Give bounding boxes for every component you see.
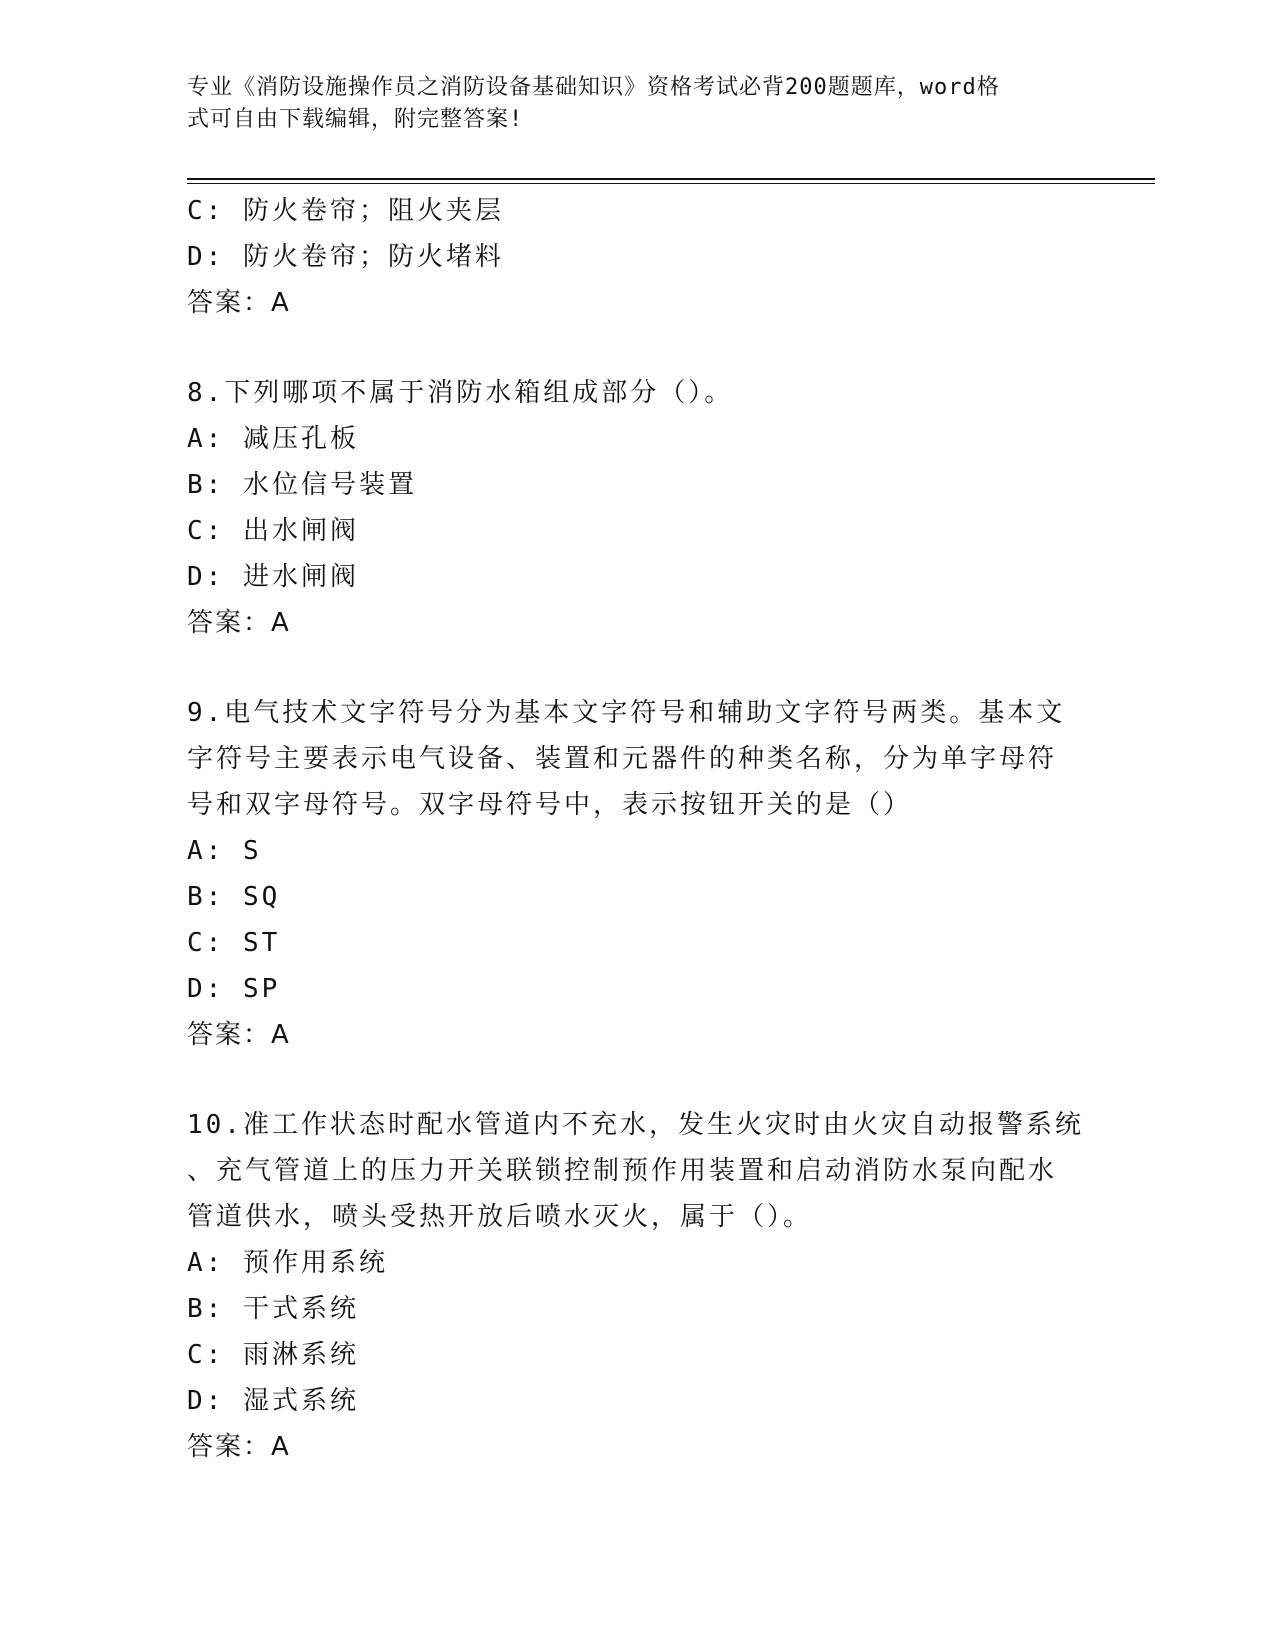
- header-divider-thick: [187, 178, 1155, 180]
- answer-line: 答案：A: [187, 288, 291, 318]
- question-7: [187, 188, 1087, 326]
- question-stem-line-3: 管道供水，喷头受热开放后喷水灭火，属于（）。: [187, 1202, 813, 1232]
- question-stem: 8.下列哪项不属于消防水箱组成部分（）。: [187, 378, 734, 408]
- answer-line: 答案：A: [187, 1432, 291, 1462]
- option-b: B: SQ: [187, 882, 281, 912]
- option-d: D: 湿式系统: [187, 1386, 359, 1416]
- question-stem-line-2: 、充气管道上的压力开关联锁控制预作用装置和启动消防水泵向配水: [187, 1156, 1058, 1186]
- option-d: D: SP: [187, 974, 281, 1004]
- option-c: C: 出水闸阀: [187, 516, 359, 546]
- spacer: [187, 646, 1087, 690]
- option-b: B: 干式系统: [187, 1294, 359, 1324]
- question-stem-line-3: 号和双字母符号。双字母符号中，表示按钮开关的是（）: [187, 790, 913, 820]
- spacer: [187, 326, 1087, 370]
- option-d: D: 进水闸阀: [187, 562, 359, 592]
- option-c: C: 防火卷帘；阻火夹层: [187, 196, 504, 226]
- option-a: A: 减压孔板: [187, 424, 359, 454]
- option-d: D: 防火卷帘；防火堵料: [187, 242, 504, 272]
- question-stem-line-1: 9.电气技术文字符号分为基本文字符号和辅助文字符号两类。基本文: [187, 698, 1066, 728]
- option-a: A: S: [187, 836, 262, 866]
- question-10: [187, 1102, 1087, 1470]
- question-9: [187, 690, 1087, 1058]
- header-title-line-2: 式可自由下载编辑，附完整答案!: [187, 107, 524, 132]
- question-8: [187, 370, 1087, 646]
- option-a: A: 预作用系统: [187, 1248, 388, 1278]
- option-b: B: 水位信号装置: [187, 470, 417, 500]
- option-c: C: 雨淋系统: [187, 1340, 359, 1370]
- spacer: [187, 1058, 1087, 1102]
- question-list: [187, 188, 1087, 1470]
- answer-line: 答案：A: [187, 1020, 291, 1050]
- option-c: C: ST: [187, 928, 281, 958]
- question-stem-line-1: 10.准工作状态时配水管道内不充水，发生火灾时由火灾自动报警系统: [187, 1110, 1084, 1140]
- header-divider-thin: [187, 183, 1155, 184]
- answer-line: 答案：A: [187, 608, 291, 638]
- question-stem-line-2: 字符号主要表示电气设备、装置和元器件的种类名称，分为单字母符: [187, 744, 1058, 774]
- document-header: [187, 72, 1067, 136]
- header-title-line-1: 专业《消防设施操作员之消防设备基础知识》资格考试必背200题题库，word格: [187, 75, 1000, 100]
